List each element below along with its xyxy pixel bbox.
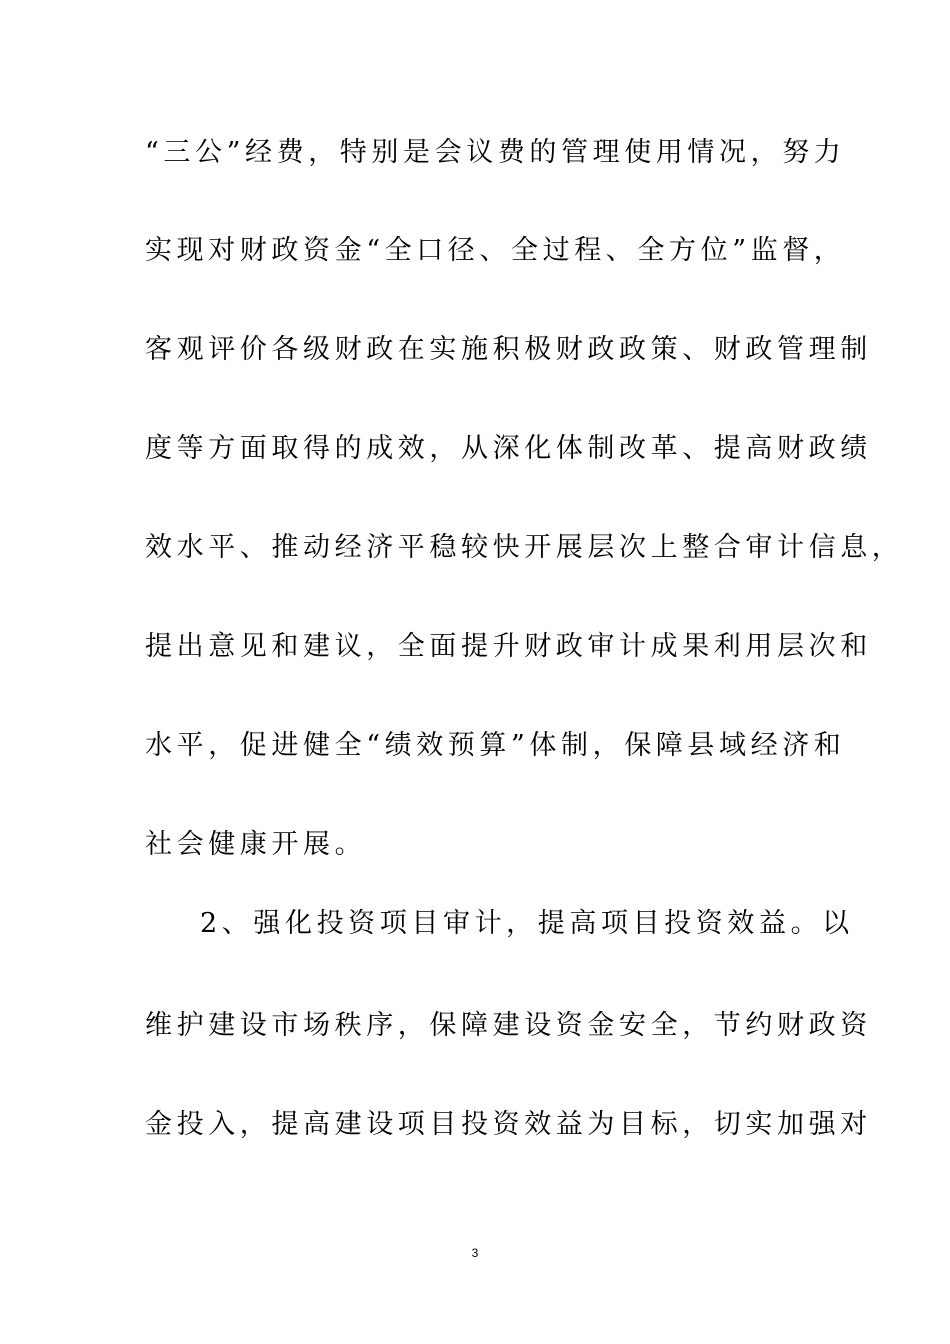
text-line-8: 社会健康开展。: [145, 829, 367, 860]
text-line-5: 效水平、推动经济平稳较快开展层次上整合审计信息，: [145, 532, 904, 563]
text-line-11: 金投入，提高建设项目投资效益为目标，切实加强对: [145, 1109, 872, 1140]
text-line-3: 客观评价各级财政在实施积极财政政策、财政管理制: [145, 334, 872, 365]
text-line-6: 提出意见和建议，全面提升财政审计成果利用层次和: [145, 631, 872, 662]
page-number: 3: [471, 1246, 479, 1260]
text-line-4: 度等方面取得的成效，从深化体制改革、提高财政绩: [145, 433, 872, 464]
text-line-10: 维护建设市场秩序，保障建设资金安全，节约财政资: [145, 1010, 872, 1041]
text-line-9: 2、强化投资项目审计，提高项目投资效益。以: [200, 908, 854, 939]
text-line-7: 水平，促进健全“绩效预算”体制，保障县域经济和: [145, 730, 846, 761]
text-line-2: 实现对财政资金“全口径、全过程、全方位”监督，: [145, 235, 846, 266]
text-line-1: “三公”经费，特别是会议费的管理使用情况，努力: [145, 137, 846, 168]
